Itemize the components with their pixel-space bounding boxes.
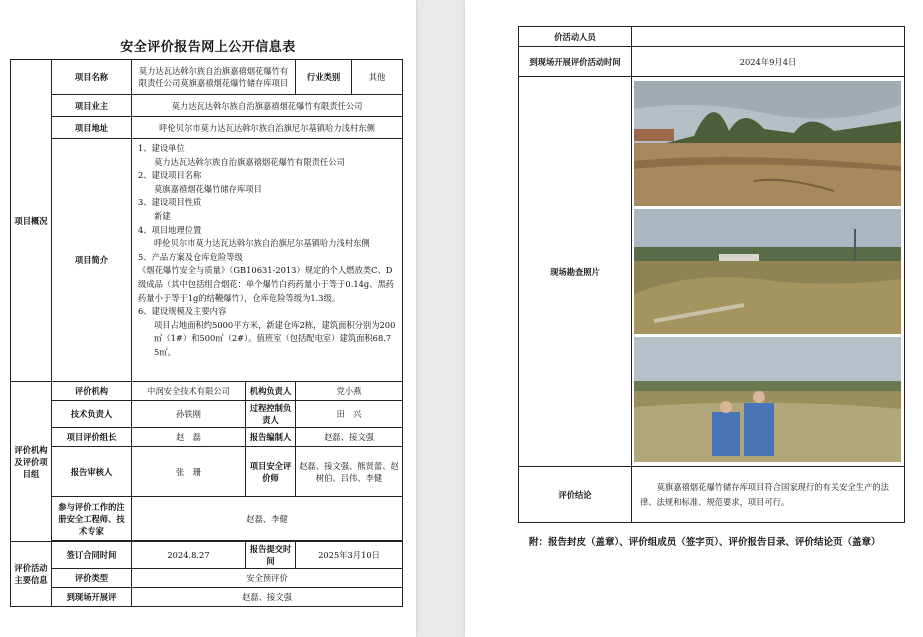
reviewer-label: 报告审核人 bbox=[52, 447, 132, 497]
process-head-label: 过程控制负责人 bbox=[246, 401, 296, 428]
site-photo-2 bbox=[634, 209, 901, 334]
site-photo-1 bbox=[634, 81, 901, 206]
onsite-date-value: 2024年9月4日 bbox=[632, 47, 905, 77]
activity-section-label: 评价活动主要信息 bbox=[11, 542, 52, 607]
registered-value: 赵磊、李健 bbox=[132, 497, 403, 541]
project-name-label: 项目名称 bbox=[52, 60, 132, 95]
attachment-note: 附：报告封皮（盖章）、评价组成员（签字页）、评价报告目录、评价结论页（盖章） bbox=[529, 537, 881, 548]
industry-value: 其他 bbox=[352, 60, 403, 95]
tech-head-value: 孙铁刚 bbox=[132, 401, 246, 428]
info-table-left bbox=[10, 59, 403, 607]
report-writer-label: 报告编制人 bbox=[246, 428, 296, 447]
personnel-label: 价活动人员 bbox=[519, 27, 632, 47]
site-photo-3 bbox=[634, 337, 901, 462]
project-intro-label: 项目简介 bbox=[52, 139, 132, 382]
org-head-label: 机构负责人 bbox=[246, 382, 296, 401]
intro-line: 莫力达瓦达斡尔族自治旗嘉禧烟花爆竹有限责任公司 bbox=[154, 156, 345, 167]
contract-value: 2024.8.27 bbox=[132, 542, 246, 569]
org-label: 评价机构 bbox=[52, 382, 132, 401]
conclusion-label: 评价结论 bbox=[519, 467, 632, 523]
org-head-value: 党小燕 bbox=[296, 382, 403, 401]
report-writer-value: 赵磊、接文强 bbox=[296, 428, 403, 447]
project-intro bbox=[132, 139, 403, 382]
project-owner-value: 莫力达瓦达斡尔族自治旗嘉禧烟花爆竹有限责任公司 bbox=[132, 95, 403, 117]
leader-label: 项目评价组长 bbox=[52, 428, 132, 447]
info-table-right bbox=[518, 26, 905, 523]
engineers-value: 赵磊、接文强、熊贤蕾、赵树伯、吕伟、李健 bbox=[296, 447, 403, 497]
intro-line: 《烟花爆竹安全与质量》（GB10631-2013）规定的个人燃放类C、D级成品（其中包括组合烟花：单个爆竹白药药量小于等于0.14g、黑药药量小于等于1g的结鞭爆竹），仓库危险等级为1.3级。 bbox=[138, 265, 395, 303]
tech-head-label: 技术负责人 bbox=[52, 401, 132, 428]
type-label: 评价类型 bbox=[52, 569, 132, 588]
submit-value: 2025年3月10日 bbox=[296, 542, 403, 569]
overview-label: 项目概况 bbox=[11, 60, 52, 382]
photos-cell bbox=[632, 77, 905, 467]
document-title: 安全评价报告网上公开信息表 bbox=[120, 40, 296, 55]
intro-line: 6、建设规模及主要内容 bbox=[138, 306, 227, 317]
registered-label: 参与评价工作的注册安全工程师、技术专家 bbox=[52, 497, 132, 541]
team-section-label: 评价机构及评价项目组 bbox=[11, 382, 52, 542]
intro-line: 1、建设单位 bbox=[138, 143, 185, 153]
submit-label: 报告提交时间 bbox=[246, 542, 296, 569]
project-owner-label: 项目业主 bbox=[52, 95, 132, 117]
reviewer-value: 张 珊 bbox=[132, 447, 246, 497]
engineers-label: 项目安全评价师 bbox=[246, 447, 296, 497]
personnel-value bbox=[632, 27, 905, 47]
intro-line: 呼伦贝尔市莫力达瓦达斡尔族自治旗尼尔基镇哈力浅村东侧 bbox=[154, 238, 370, 249]
process-head-value: 田 兴 bbox=[296, 401, 403, 428]
intro-line: 新建 bbox=[154, 210, 171, 221]
intro-line: 项目占地面积约5000平方米，新建仓库2栋，建筑面积分别为200㎡（1#）和500㎡（2#）。值班室（包括配电室）建筑面积68.75㎡。 bbox=[154, 319, 396, 357]
project-address-value: 呼伦贝尔市莫力达瓦达斡尔族自治旗尼尔基镇哈力浅村东侧 bbox=[132, 117, 403, 139]
conclusion-value: 莫旗嘉禧烟花爆竹储存库项目符合国家现行的有关安全生产的法律、法规和标准、规范要求，项目可行。 bbox=[632, 467, 905, 523]
org-value: 中润安全技术有限公司 bbox=[132, 382, 246, 401]
onsite-value: 赵磊、接文强 bbox=[132, 588, 403, 607]
project-address-label: 项目地址 bbox=[52, 117, 132, 139]
leader-value: 赵 磊 bbox=[132, 428, 246, 447]
intro-line: 4、项目地理位置 bbox=[138, 224, 202, 235]
intro-line: 2、建设项目名称 bbox=[138, 170, 202, 181]
photos-label: 现场勘查照片 bbox=[519, 77, 632, 467]
onsite-date-label: 到现场开展评价活动时间 bbox=[519, 47, 632, 77]
type-value: 安全预评价 bbox=[132, 569, 403, 588]
industry-label: 行业类别 bbox=[296, 60, 352, 95]
intro-line: 5、产品方案及仓库危险等级 bbox=[138, 251, 243, 262]
project-name-value: 莫力达瓦达斡尔族自治旗嘉禧烟花爆竹有限责任公司莫旗嘉禧烟花爆竹储存库项目 bbox=[132, 60, 296, 95]
onsite-label: 到现场开展评 bbox=[52, 588, 132, 607]
intro-line: 莫旗嘉禧烟花爆竹储存库项目 bbox=[154, 183, 262, 194]
intro-line: 3、建设项目性质 bbox=[138, 197, 202, 208]
contract-label: 签订合同时间 bbox=[52, 542, 132, 569]
